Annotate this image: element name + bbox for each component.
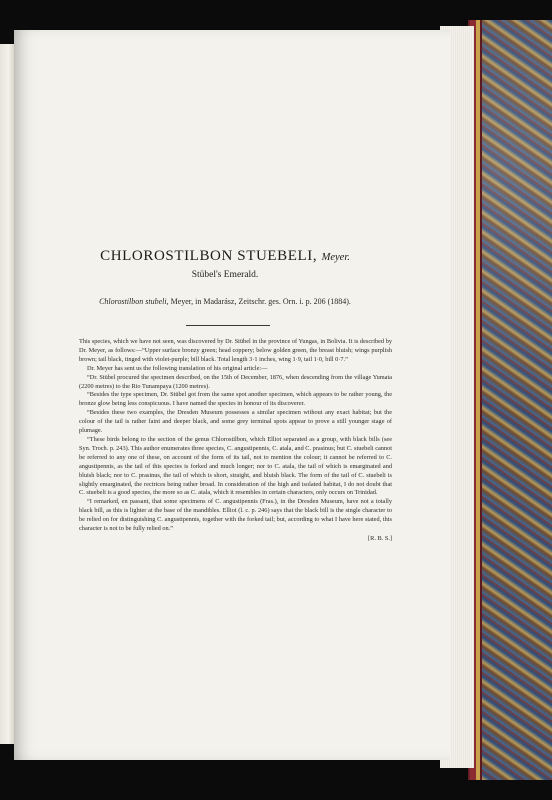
reference-species: Chlorostilbon stubeli, bbox=[99, 297, 169, 306]
paragraph: “Dr. Stübel procured the specimen described, on the 15th of December, 1876, when descending from the village Yumata (2200 metres) to the Rio Tunampaya (1200 metres). bbox=[79, 373, 392, 390]
reference-citation: Meyer, in Madarász, Zeitschr. ges. Orn. i. p. 206 (1884). bbox=[170, 297, 351, 306]
divider-rule bbox=[186, 325, 270, 326]
paragraph: “I remarked, en passant, that some specimens of C. angustipennis (Fras.), in the Dresden Museum, have not a totally black bill, as this is lighter at the base of the mandibles. Elliot (l. c. p. 246) says that the black bill is the single character to be relied on for distinguishing C. angustipennis, together with the forked tail; but, according to what I have here stated, this character is not to be fully relied on.” bbox=[79, 498, 392, 533]
left-page-edge bbox=[0, 44, 14, 744]
species-title bbox=[50, 248, 400, 265]
reference-line bbox=[50, 297, 400, 306]
author-initials: [R. B. S.] bbox=[368, 534, 392, 542]
common-name: Stübel's Emerald. bbox=[191, 270, 259, 280]
article-body bbox=[79, 338, 392, 544]
paragraph: “These birds belong to the section of the genus Chlorostilbon, which Elliot separated as a group, with black bills (see Syn. Troch. p. 243). This author enumerates three species, C. angustipennis, C. atala, and C. prasinus; but C. stuebeli cannot be referred to any one of these, on account of the form of its tail, not to mention the colour; it cannot be referred to C. angustipennis, as the tail of this species is forked and much longer; nor to C. atala, the tail of which is emarginated and bluish black; nor to C. prasinus, the tail of which is short, straight, and bluish black. The form of the tail of C. stuebeli is slightly emarginated, the rectrices being rather broad. In consideration of the high and isolated habitat, I do not doubt that C. stuebeli is a good species, the more so as C. atala, which it resembles in certain characters, only occurs on Trinidad. bbox=[79, 435, 392, 497]
paragraph: This species, which we have not seen, was discovered by Dr. Stübel in the province of Yungas, in Bolivia. It is described by Dr. Meyer, as follows:—“Upper surface bronzy green; head coppery; below golden green, the breast bluish; wings purplish brown; tail black, tinged with violet-purple; bill black. Total length 3·1 inches, wing 1·9, tail 1·0, bill 0·7.” bbox=[79, 338, 392, 363]
species-author: Meyer. bbox=[321, 252, 350, 263]
marbled-endpaper bbox=[470, 20, 552, 780]
paragraph: “Besides these two examples, the Dresden Museum possesses a similar specimen without any exact habitat; but the colour of the tail is rather faint and deeper black, and some grey terminal spots appear to prove a still younger stage of plumage. bbox=[79, 409, 392, 435]
species-name: CHLOROSTILBON STUEBELI, bbox=[100, 248, 318, 264]
paragraph: Dr. Meyer has sent us the following translation of his original article:— bbox=[87, 364, 268, 372]
paragraph: “Besides the type specimen, Dr. Stübel got from the same spot another specimen, which appears to be rather young, the bronze glow being less conspicuous. I have named the species in honour of its discoverer. bbox=[79, 391, 392, 408]
